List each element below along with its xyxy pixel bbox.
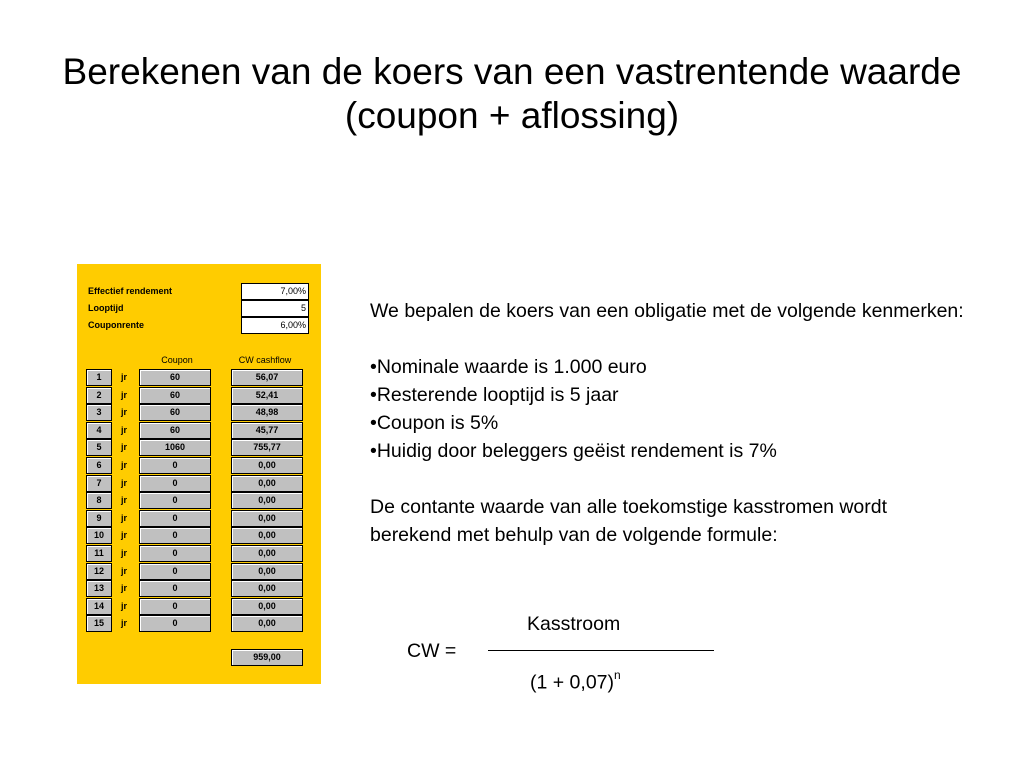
bullet-item: •Coupon is 5%	[370, 412, 499, 434]
year-unit-label: jr	[121, 530, 128, 541]
table-row	[86, 545, 316, 563]
year-number-cell[interactable]: 11	[86, 545, 112, 562]
year-number-cell[interactable]: 9	[86, 510, 112, 527]
year-unit-label: jr	[121, 583, 128, 594]
cw-cashflow-cell: 0,00	[231, 598, 303, 615]
table-row	[86, 510, 316, 528]
param-value[interactable]: 5	[241, 300, 309, 317]
coupon-cell[interactable]: 0	[139, 545, 211, 562]
year-unit-label: jr	[121, 618, 128, 629]
cw-cashflow-cell: 755,77	[231, 439, 303, 456]
slide-title: Berekenen van de koers van een vastrentende waarde (coupon + aflossing)	[62, 51, 962, 136]
cw-cashflow-cell: 0,00	[231, 510, 303, 527]
year-number-cell[interactable]: 1	[86, 369, 112, 386]
param-value[interactable]: 6,00%	[241, 317, 309, 334]
param-row-couponrente	[86, 317, 374, 334]
param-label: Effectief rendement	[88, 286, 173, 296]
fraction-line	[488, 650, 714, 651]
spreadsheet-panel	[77, 264, 321, 684]
year-number-cell[interactable]: 10	[86, 527, 112, 544]
year-number-cell[interactable]: 12	[86, 563, 112, 580]
year-unit-label: jr	[121, 565, 128, 576]
year-unit-label: jr	[121, 424, 128, 435]
formula-lhs: CW =	[407, 640, 457, 662]
coupon-cell[interactable]: 0	[139, 598, 211, 615]
coupon-cell[interactable]: 60	[139, 387, 211, 404]
table-row	[86, 387, 316, 405]
cw-cashflow-cell: 0,00	[231, 527, 303, 544]
coupon-cell[interactable]: 1060	[139, 439, 211, 456]
year-unit-label: jr	[121, 512, 128, 523]
year-number-cell[interactable]: 2	[86, 387, 112, 404]
denominator-exponent: n	[614, 668, 621, 682]
param-label: Couponrente	[88, 320, 144, 330]
year-unit-label: jr	[121, 477, 128, 488]
bullet-item: •Resterende looptijd is 5 jaar	[370, 384, 619, 406]
coupon-cell[interactable]: 0	[139, 492, 211, 509]
table-row	[86, 580, 316, 598]
bullet-item: •Nominale waarde is 1.000 euro	[370, 356, 647, 378]
param-row-looptijd	[86, 300, 374, 317]
year-number-cell[interactable]: 15	[86, 615, 112, 632]
table-row	[86, 422, 316, 440]
cw-cashflow-cell: 0,00	[231, 545, 303, 562]
total-cw: 959,00	[231, 649, 303, 666]
formula-numerator: Kasstroom	[527, 613, 621, 635]
table-row	[86, 439, 316, 457]
table-row	[86, 527, 316, 545]
param-row-effectief-rendement	[86, 283, 374, 300]
formula-denominator	[530, 670, 621, 695]
table-row	[86, 598, 316, 616]
cw-cashflow-cell: 0,00	[231, 457, 303, 474]
table-row	[86, 457, 316, 475]
year-unit-label: jr	[121, 600, 128, 611]
table-row	[86, 475, 316, 493]
year-number-cell[interactable]: 6	[86, 457, 112, 474]
year-number-cell[interactable]: 5	[86, 439, 112, 456]
coupon-cell[interactable]: 0	[139, 580, 211, 597]
table-row	[86, 563, 316, 581]
year-unit-label: jr	[121, 407, 128, 418]
cw-cashflow-cell: 0,00	[231, 580, 303, 597]
coupon-cell[interactable]: 0	[139, 457, 211, 474]
coupon-cell[interactable]: 60	[139, 404, 211, 421]
cw-cashflow-cell: 0,00	[231, 615, 303, 632]
year-number-cell[interactable]: 14	[86, 598, 112, 615]
cw-cashflow-cell: 0,00	[231, 492, 303, 509]
year-number-cell[interactable]: 8	[86, 492, 112, 509]
table-row	[86, 369, 316, 387]
cw-cashflow-cell: 48,98	[231, 404, 303, 421]
cw-cashflow-cell: 56,07	[231, 369, 303, 386]
year-unit-label: jr	[121, 372, 128, 382]
outro-paragraph: De contante waarde van alle toekomstige kasstromen wordt berekend met behulp van de volgende formule:	[370, 496, 888, 546]
year-unit-label: jr	[121, 548, 128, 558]
coupon-cell[interactable]: 0	[139, 563, 211, 580]
cw-cashflow-cell: 52,41	[231, 387, 303, 404]
coupon-cell[interactable]: 0	[139, 615, 211, 632]
column-header-cw-cashflow: CW cashflow	[238, 355, 292, 365]
coupon-cell[interactable]: 0	[139, 510, 211, 527]
year-unit-label: jr	[121, 460, 128, 470]
table-row	[86, 615, 316, 633]
coupon-cell[interactable]: 60	[139, 422, 211, 439]
year-number-cell[interactable]: 4	[86, 422, 112, 439]
param-label: Looptijd	[88, 303, 124, 313]
denominator-base: (1 + 0,07)	[530, 671, 615, 694]
explanation-text	[370, 297, 970, 549]
year-number-cell[interactable]: 7	[86, 475, 112, 492]
year-unit-label: jr	[121, 495, 128, 506]
year-number-cell[interactable]: 3	[86, 404, 112, 421]
year-unit-label: jr	[121, 389, 128, 400]
coupon-cell[interactable]: 0	[139, 475, 211, 492]
coupon-cell[interactable]: 60	[139, 369, 211, 386]
coupon-cell[interactable]: 0	[139, 527, 211, 544]
cw-cashflow-cell: 0,00	[231, 475, 303, 492]
cw-cashflow-cell: 0,00	[231, 563, 303, 580]
table-row	[86, 404, 316, 422]
year-number-cell[interactable]: 13	[86, 580, 112, 597]
bullet-item: •Huidig door beleggers geëist rendement is 7%	[370, 440, 777, 462]
column-header-coupon: Coupon	[161, 355, 193, 365]
intro-paragraph: We bepalen de koers van een obligatie met de volgende kenmerken:	[370, 300, 964, 322]
table-row	[86, 492, 316, 510]
cw-cashflow-cell: 45,77	[231, 422, 303, 439]
year-unit-label: jr	[121, 442, 128, 453]
param-value[interactable]: 7,00%	[241, 283, 309, 300]
